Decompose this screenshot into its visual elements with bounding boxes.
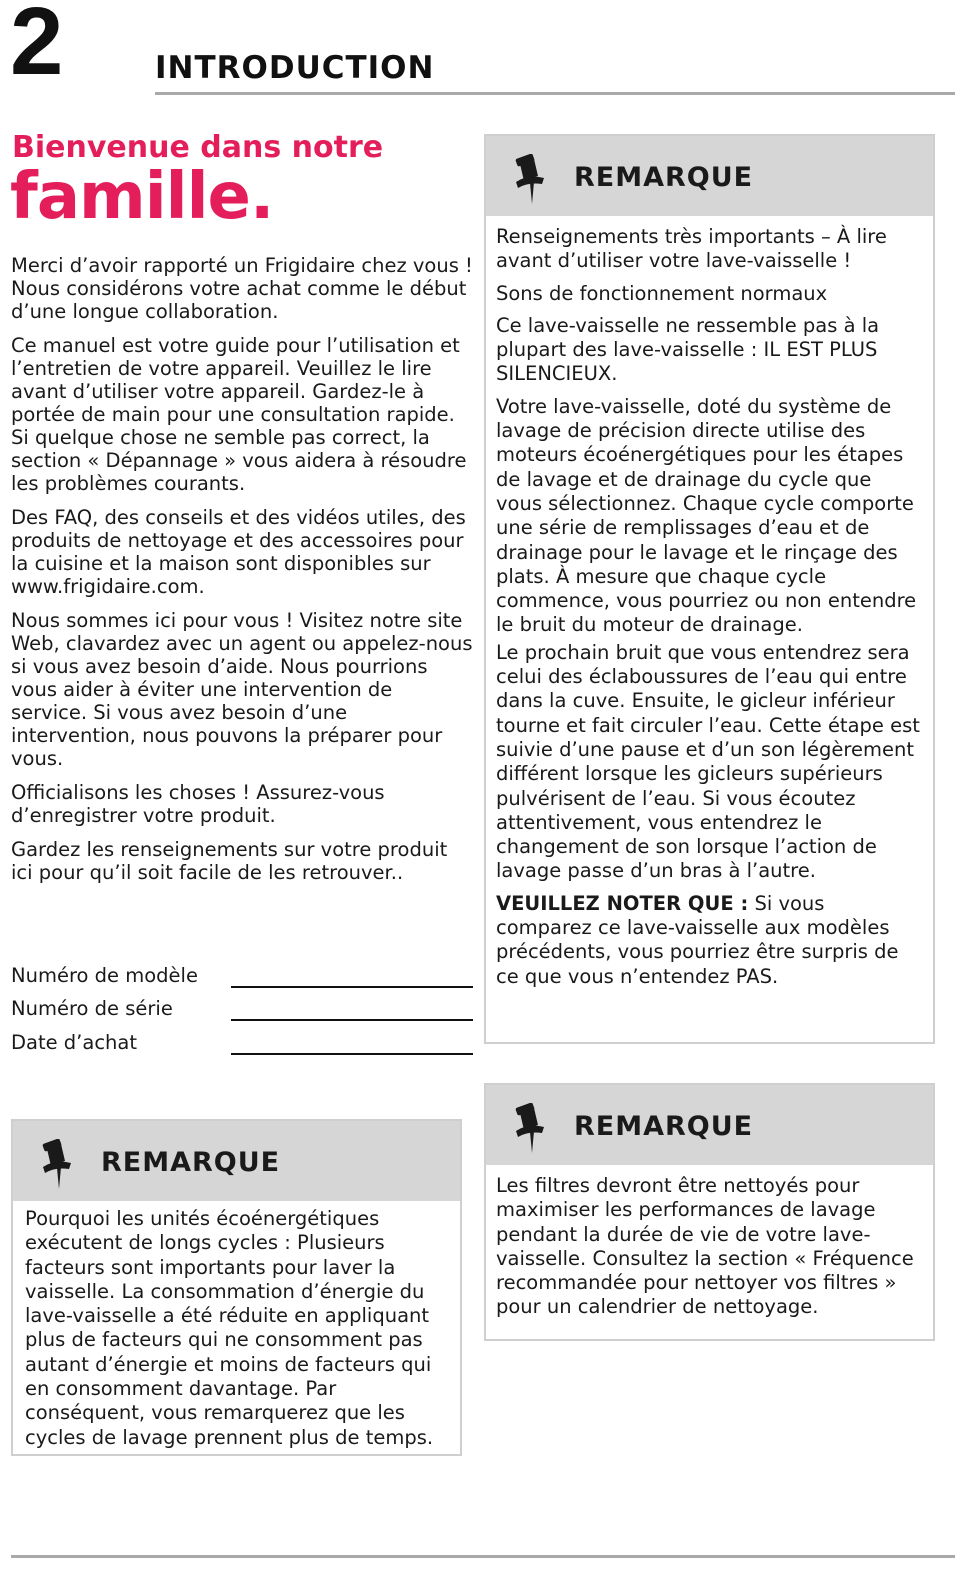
pushpin-icon	[510, 154, 550, 206]
serial-number-row	[11, 997, 473, 1025]
note-paragraph: Votre lave-vaisselle, doté du système de lavage de précision directe utilise des moteurs écoénergétiques pour les étapes de lavage et de drainage du cycle que vous sélectionnez. Chaque cycle comporte une série de remplissages d’eau et de drainage pour le lavage et le rinçage des plats. À mesure que chaque cycle commence, vous pourriez ou non entendre le bruit du moteur de drainage.	[496, 394, 917, 637]
header-divider	[155, 92, 955, 95]
purchase-date-line	[231, 1053, 473, 1055]
intro-paragraph: Ce manuel est votre guide pour l’utilisation et l’entretien de votre appareil. Veuillez le lire avant d’utiliser votre appareil. Gardez-le à portée de main pour une consultation rapide. Si quelque chose ne semble pas correct, la section « Dépannage » vous aidera à résoudre les problèmes courants.	[11, 334, 467, 495]
intro-paragraph: Des FAQ, des conseils et des vidéos utiles, des produits de nettoyage et des accessoires pour la cuisine et la maison sont disponibles sur www.frigidaire.com.	[11, 506, 466, 598]
intro-paragraph: Merci d’avoir rapporté un Frigidaire chez vous ! Nous considérons votre achat comme le début d’une longue collaboration.	[11, 254, 473, 323]
note-paragraph: Sons de fonctionnement normaux	[496, 281, 828, 305]
section-title: INTRODUCTION	[155, 50, 435, 86]
note-header	[13, 1121, 460, 1201]
purchase-date-label: Date d’achat	[11, 1031, 138, 1054]
welcome-heading-line1: Bienvenue dans notre	[12, 130, 384, 165]
note-title: REMARQUE	[574, 162, 754, 193]
note-paragraph: Renseignements très importants – À lire avant d’utiliser votre lave-vaisselle !	[496, 225, 887, 273]
page-number: 2	[10, 0, 62, 95]
note-title: REMARQUE	[574, 1111, 754, 1142]
note-emphasis-text: Si vous comparez ce lave-vaisselle aux modèles précédents, vous pourriez être surpris de ce que vous n’entendez PAS.	[496, 891, 899, 988]
welcome-heading-line2: famille.	[10, 160, 274, 234]
intro-text	[11, 254, 473, 895]
model-number-label: Numéro de modèle	[11, 964, 198, 987]
note-box-energy	[11, 1119, 462, 1456]
note-paragraph: Ce lave-vaisselle ne ressemble pas à la plupart des lave-vaisselle : IL EST PLUS SILENCIEUX.	[496, 313, 880, 386]
note-header	[486, 1085, 933, 1165]
intro-paragraph: Nous sommes ici pour vous ! Visitez notre site Web, clavardez avec un agent ou appelez-nous si vous avez besoin d’aide. Nous pourrions vous aider à éviter une intervention de service. Si vous avez besoin d’une intervention, nous pouvons la préparer pour vous.	[11, 609, 473, 770]
note-emphasis-label: VEUILLEZ NOTER QUE :	[496, 891, 749, 915]
note-body	[486, 216, 933, 997]
note-paragraph: Le prochain bruit que vous entendrez sera celui des éclaboussures de l’eau qui entre dans la cuve. Ensuite, le gicleur inférieur tourne et fait circuler l’eau. Cette étape est suivie d’une pause et d’un son légèrement différent lorsque les gicleurs supérieurs pulvérisent de l’eau. Si vous écoutez attentivement, vous entendrez le changement de son lorsque l’action de lavage passe d’un bras à l’autre.	[496, 640, 920, 883]
note-emphasis-paragraph	[496, 892, 923, 989]
pushpin-icon	[510, 1103, 550, 1155]
note-paragraph: Les filtres devront être nettoyés pour maximiser les performances de lavage pendant la durée de vie de votre lave-vaisselle. Consultez la section « Fréquence recommandée pour nettoyer vos filtres » pour un calendrier de nettoyage.	[496, 1174, 914, 1319]
note-body	[13, 1201, 460, 1458]
purchase-date-row	[11, 1031, 473, 1059]
intro-paragraph: Gardez les renseignements sur votre produit ici pour qu’il soit facile de les retrouver..	[11, 838, 448, 884]
model-number-row	[11, 964, 473, 992]
note-box-sounds	[484, 134, 935, 1044]
pushpin-icon	[37, 1139, 77, 1191]
note-paragraph: Pourquoi les unités écoénergétiques exécutent de longs cycles : Plusieurs facteurs sont importants pour laver la vaisselle. La consommation d’énergie du lave-vaisselle a été réduite en appliquant plus de facteurs qui ne consomment pas autant d’énergie et moins de facteurs qui en consomment davantage. Par conséquent, vous remarquerez que les cycles de lavage prennent plus de temps.	[25, 1207, 434, 1449]
note-title: REMARQUE	[101, 1147, 281, 1178]
footer-divider	[11, 1555, 955, 1558]
intro-paragraph: Officialisons les choses ! Assurez-vous d’enregistrer votre produit.	[11, 781, 385, 827]
serial-number-line	[231, 1019, 473, 1021]
model-number-line	[231, 986, 473, 988]
note-header	[486, 136, 933, 216]
serial-number-label: Numéro de série	[11, 997, 173, 1020]
note-box-filters	[484, 1083, 935, 1341]
note-body	[486, 1165, 933, 1328]
